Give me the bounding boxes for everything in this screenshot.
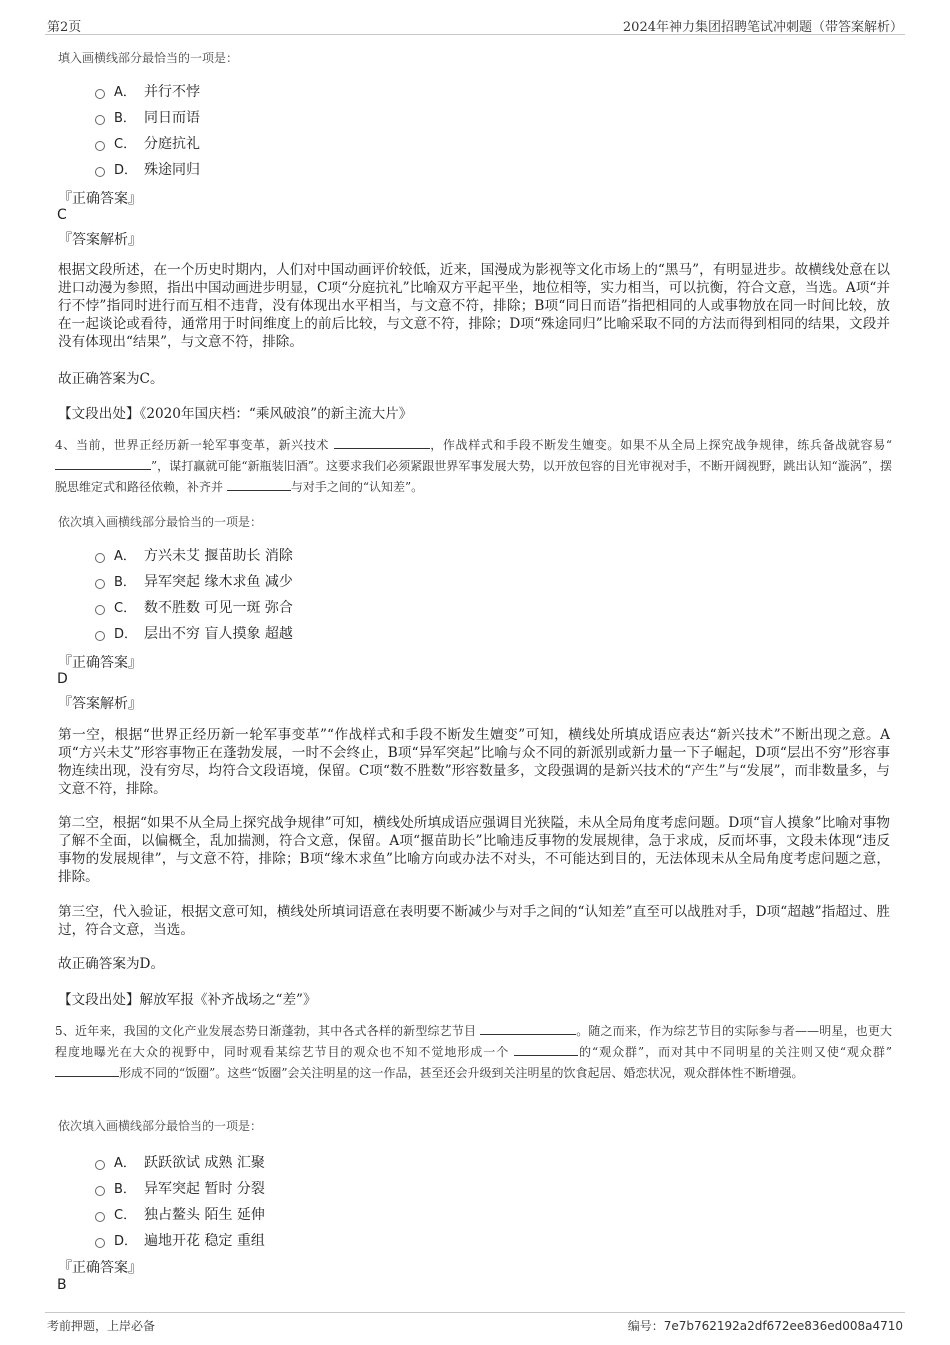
page-header bbox=[45, 12, 905, 35]
q5-answer-label: 『正确答案』 bbox=[58, 1260, 142, 1276]
radio-icon[interactable] bbox=[95, 1186, 105, 1196]
radio-icon[interactable] bbox=[95, 1238, 105, 1248]
q3-option-a[interactable]: A． 并行不悖 bbox=[95, 81, 200, 107]
q3-option-d[interactable]: D． 殊途同归 bbox=[95, 159, 200, 185]
q5-prompt: 依次填入画横线部分最恰当的一项是： bbox=[58, 1119, 263, 1133]
q5-option-a[interactable]: A． 跃跃欲试 成熟 汇聚 bbox=[95, 1152, 265, 1178]
radio-icon[interactable] bbox=[95, 605, 105, 615]
blank-line bbox=[514, 1043, 578, 1056]
q3-options bbox=[95, 81, 200, 185]
q3-prompt: 填入画横线部分最恰当的一项是： bbox=[58, 51, 239, 65]
q5-option-d[interactable]: D． 遍地开花 稳定 重组 bbox=[95, 1230, 265, 1256]
q4-option-b[interactable]: B． 异军突起 缘木求鱼 减少 bbox=[95, 571, 293, 597]
q5-option-c[interactable]: C． 独占鳌头 陌生 延伸 bbox=[95, 1204, 265, 1230]
radio-icon[interactable] bbox=[95, 1160, 105, 1170]
blank-line bbox=[55, 1064, 119, 1077]
q3-source: 【文段出处】《2020年国庆档：“乘风破浪”的新主流大片》 bbox=[58, 406, 413, 422]
q3-analysis: 根据文段所述，在一个历史时期内，人们对中国动画评价较低，近来，国漫成为影视等文化市场上的“黑马”，有明显进步。故横线处意在以进口动漫为参照，指出中国动画进步明显，C项“分庭抗礼”比喻双方平起平坐，地位相等，实力相当，可以抗衡，符合文意，当选。A项“并行不悖”指同时进行而互相不违背，没有体现出水平相当，与文意不符，排除；B项“同日而语”指把相同的人或事物放在同一时间比较，放在一起谈论或看待，通常用于时间维度上的前后比较，与文意不符，排除；D项“殊途同归”比喻采取不同的方法而得到相同的结果，文段并没有体现出“结果”，与文意不符，排除。 bbox=[58, 262, 890, 350]
q3-answer-label: 『正确答案』 bbox=[58, 191, 142, 207]
q4-option-a[interactable]: A． 方兴未艾 揠苗助长 消除 bbox=[95, 545, 293, 571]
document-title: 2024年神力集团招聘笔试冲刺题（带答案解析） bbox=[622, 20, 903, 35]
q5-stem: 5、近年来，我国的文化产业发展态势日渐蓬勃，其中各式各样的新型综艺节目 。随之而来，作为综艺节目的实际参与者——明星，也更大程度地曝光在大众的视野中，同时观看某综艺节目的观众也不知不觉地形成一个 的“观众群”，而对其中不同明星的关注则又使“观众群” 形成不同的“饭圈”。这些“饭圈”会关注明星的这一作品，甚至还会升级到关注明星的饮食起居、婚恋状况，观众群体性不断增强。 bbox=[55, 1024, 892, 1080]
q4-options bbox=[95, 545, 293, 649]
page-footer bbox=[45, 1312, 905, 1337]
q4-prompt: 依次填入画横线部分最恰当的一项是： bbox=[58, 515, 263, 529]
q4-source: 【文段出处】解放军报《补齐战场之“差”》 bbox=[58, 992, 317, 1008]
document-code: 编号：7e7b762192a2df672ee836ed008a4710 bbox=[627, 1319, 903, 1333]
radio-icon[interactable] bbox=[95, 553, 105, 563]
q3-analysis-label: 『答案解析』 bbox=[58, 232, 142, 248]
radio-icon[interactable] bbox=[95, 141, 105, 151]
q4-answer-label: 『正确答案』 bbox=[58, 655, 142, 671]
q4-option-c[interactable]: C． 数不胜数 可见一斑 弥合 bbox=[95, 597, 293, 623]
q5-options bbox=[95, 1152, 265, 1256]
q4-option-d[interactable]: D． 层出不穷 盲人摸象 超越 bbox=[95, 623, 293, 649]
q5-answer: B bbox=[57, 1277, 67, 1293]
q4-analysis-3: 第三空，代入验证，根据文意可知，横线处所填词语意在表明要不断减少与对手之间的“认知差”直至可以战胜对手，D项“超越”指超过、胜过，符合文意，当选。 bbox=[58, 904, 890, 938]
q4-stem: 4、当前，世界正经历新一轮军事变革，新兴技术 ，作战样式和手段不断发生嬗变。如果不从全局上探究战争规律，练兵备战就容易“ ”，谋打赢就可能“新瓶装旧酒”。这要求我们必须紧跟世界军事发展大势，以开放包容的目光审视对手，不断开阔视野，跳出认知“漩涡”，摆脱思维定式和路径依赖，补齐并 与对手之间的“认知差”。 bbox=[55, 438, 893, 494]
q4-conclusion: 故正确答案为D。 bbox=[58, 956, 165, 972]
blank-line bbox=[227, 478, 291, 491]
radio-icon[interactable] bbox=[95, 1212, 105, 1222]
radio-icon[interactable] bbox=[95, 115, 105, 125]
q3-option-c[interactable]: C． 分庭抗礼 bbox=[95, 133, 200, 159]
radio-icon[interactable] bbox=[95, 579, 105, 589]
radio-icon[interactable] bbox=[95, 631, 105, 641]
q3-answer: C bbox=[57, 207, 67, 223]
page-number: 第2页 bbox=[47, 20, 82, 35]
q3-option-b[interactable]: B． 同日而语 bbox=[95, 107, 200, 133]
q4-answer: D bbox=[57, 671, 68, 687]
q4-analysis-label: 『答案解析』 bbox=[58, 696, 142, 712]
q4-analysis-2: 第二空，根据“如果不从全局上探究战争规律”可知，横线处所填成语应强调目光狭隘，未从全局角度考虑问题。D项“盲人摸象”比喻对事物了解不全面，以偏概全，乱加揣测，符合文意，保留。A项“揠苗助长”比喻违反事物的发展规律，急于求成，反而坏事，文段未体现“违反事物的发展规律”，与文意不符，排除；B项“缘木求鱼”比喻方向或办法不对头，不可能达到目的，无法体现未从全局角度考虑问题之意，排除。 bbox=[58, 815, 890, 885]
q5-option-b[interactable]: B． 异军突起 暂时 分裂 bbox=[95, 1178, 265, 1204]
q3-conclusion: 故正确答案为C。 bbox=[58, 371, 164, 387]
radio-icon[interactable] bbox=[95, 167, 105, 177]
blank-line bbox=[55, 457, 151, 470]
footer-slogan: 考前押题，上岸必备 bbox=[47, 1319, 156, 1333]
q4-analysis-1: 第一空，根据“世界正经历新一轮军事变革”“作战样式和手段不断发生嬗变”可知，横线处所填成语应表达“新兴技术”不断出现之意。A项“方兴未艾”形容事物正在蓬勃发展，一时不会终止，B项“异军突起”比喻与众不同的新派别或新力量一下子崛起，D项“层出不穷”形容事物连续出现，没有穷尽，均符合文段语境，保留。C项“数不胜数”形容数量多，文段强调的是新兴技术的“产生”与“发展”，而非数量多，与文意不符，排除。 bbox=[58, 727, 890, 797]
blank-line bbox=[480, 1022, 576, 1035]
radio-icon[interactable] bbox=[95, 89, 105, 99]
blank-line bbox=[334, 436, 430, 449]
